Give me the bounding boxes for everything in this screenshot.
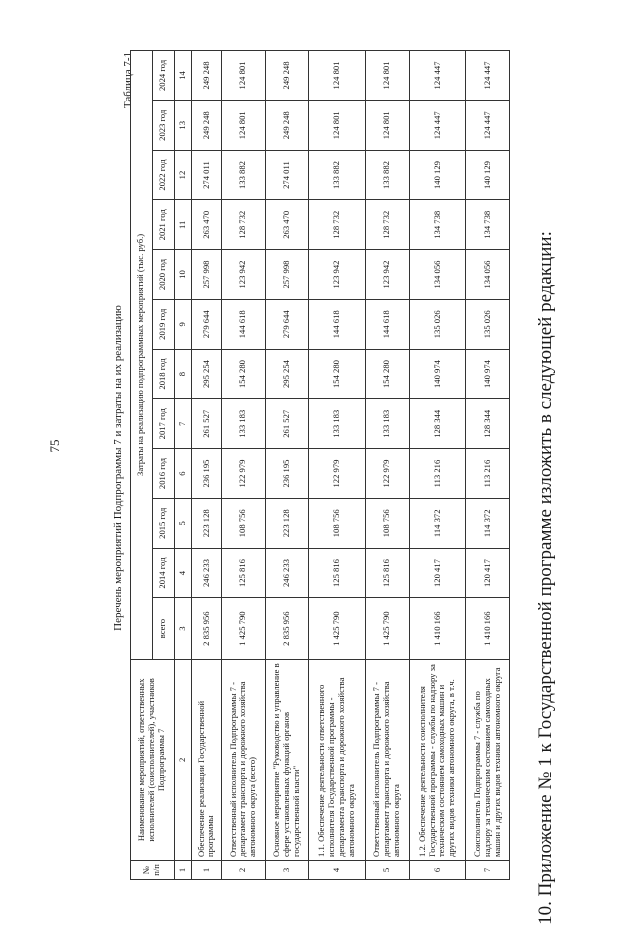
row-value: 249 248 (265, 100, 309, 150)
row-value: 123 942 (222, 250, 266, 300)
table-row (265, 51, 309, 880)
row-value: 114 372 (409, 498, 466, 548)
table-row (466, 51, 510, 880)
header-year: 2021 год (152, 200, 174, 250)
header-index-cell: 8 (174, 349, 191, 399)
row-number: 4 (309, 860, 366, 879)
header-index-cell: 1 (174, 860, 191, 879)
row-value: 135 026 (409, 299, 466, 349)
row-value: 133 882 (366, 150, 410, 200)
expenditure-table (130, 50, 510, 880)
row-value: 236 195 (265, 449, 309, 499)
row-value: 261 527 (191, 399, 221, 449)
row-value: 295 254 (191, 349, 221, 399)
row-value: 125 816 (366, 548, 410, 598)
row-value: 128 344 (409, 399, 466, 449)
row-value: 133 183 (222, 399, 266, 449)
header-total: всего (152, 598, 174, 659)
row-value: 249 248 (265, 51, 309, 101)
row-value: 263 470 (191, 200, 221, 250)
row-value: 246 233 (265, 548, 309, 598)
row-value: 1 425 790 (366, 598, 410, 659)
table-caption: Перечень мероприятий Подпрограммы 7 и затраты на их реализацию (112, 305, 124, 631)
row-value: 133 882 (309, 150, 366, 200)
page-number: 75 (47, 439, 62, 453)
header-row-group (131, 51, 153, 880)
row-value: 236 195 (191, 449, 221, 499)
row-value: 140 129 (409, 150, 466, 200)
header-year: 2015 год (152, 498, 174, 548)
row-value: 123 942 (309, 250, 366, 300)
row-number: 7 (466, 860, 510, 879)
row-value: 257 998 (191, 250, 221, 300)
row-value: 134 056 (466, 250, 510, 300)
row-name: Основное мероприятие "Руководство и управление в сфере установленных функций органов государственной власти" (265, 659, 309, 860)
row-value: 144 618 (366, 299, 410, 349)
row-value: 128 732 (366, 200, 410, 250)
header-index-cell: 10 (174, 250, 191, 300)
row-number: 6 (409, 860, 466, 879)
row-value: 295 254 (265, 349, 309, 399)
row-name: Ответственный исполнитель Подпрограммы 7 - департамент транспорта и дорожного хозяйства автономного округа (366, 659, 410, 860)
row-name: 1.1. Обеспечение деятельности ответственного исполнителя Государственной программы - департамента транспорта и дорожного хозяйства автономного округа (309, 659, 366, 860)
row-value: 2 835 956 (191, 598, 221, 659)
row-value: 134 738 (466, 200, 510, 250)
row-value: 154 280 (222, 349, 266, 399)
header-index-cell: 7 (174, 399, 191, 449)
header-index-cell: 14 (174, 51, 191, 101)
header-index-cell: 13 (174, 100, 191, 150)
row-value: 1 425 790 (309, 598, 366, 659)
header-row-index (174, 51, 191, 880)
row-value: 134 738 (409, 200, 466, 250)
row-name: Соисполнитель Подпрограммы 7 - служба по надзору за техническим состоянием самоходных машин и других видов техники автономного округа (466, 659, 510, 860)
header-year: 2016 год (152, 449, 174, 499)
header-year: 2020 год (152, 250, 174, 300)
row-value: 140 974 (409, 349, 466, 399)
row-value: 144 618 (222, 299, 266, 349)
row-value: 144 618 (309, 299, 366, 349)
row-value: 279 644 (265, 299, 309, 349)
header-year: 2018 год (152, 349, 174, 399)
row-value: 124 801 (222, 100, 266, 150)
row-value: 134 056 (409, 250, 466, 300)
row-value: 124 801 (222, 51, 266, 101)
table-row (409, 51, 466, 880)
row-value: 128 732 (222, 200, 266, 250)
row-value: 223 128 (265, 498, 309, 548)
row-value: 279 644 (191, 299, 221, 349)
row-value: 124 801 (309, 51, 366, 101)
row-number: 1 (191, 860, 221, 879)
header-no: № п/п (131, 860, 175, 879)
row-value: 113 216 (409, 449, 466, 499)
row-value: 140 974 (466, 349, 510, 399)
row-value: 274 011 (191, 150, 221, 200)
row-value: 154 280 (366, 349, 410, 399)
header-index-cell: 5 (174, 498, 191, 548)
header-year: 2023 год (152, 100, 174, 150)
header-index-cell: 4 (174, 548, 191, 598)
table-row (222, 51, 266, 880)
row-value: 114 372 (466, 498, 510, 548)
row-value: 124 447 (409, 100, 466, 150)
row-value: 123 942 (366, 250, 410, 300)
row-value: 246 233 (191, 548, 221, 598)
header-year: 2017 год (152, 399, 174, 449)
row-number: 3 (265, 860, 309, 879)
row-value: 125 816 (309, 548, 366, 598)
row-value: 120 417 (409, 548, 466, 598)
header-index-cell: 9 (174, 299, 191, 349)
row-value: 124 801 (309, 100, 366, 150)
row-value: 133 882 (222, 150, 266, 200)
row-value: 140 129 (466, 150, 510, 200)
row-value: 1 425 790 (222, 598, 266, 659)
row-value: 108 756 (366, 498, 410, 548)
header-index-cell: 6 (174, 449, 191, 499)
header-index-cell: 12 (174, 150, 191, 200)
row-value: 125 816 (222, 548, 266, 598)
header-name: Наименование мероприятий, ответственных исполнителей (соисполнителей), участников Подпрограммы 7 (131, 659, 175, 860)
row-value: 128 732 (309, 200, 366, 250)
table-row (191, 51, 221, 880)
row-name: Ответственный исполнитель Подпрограммы 7 - департамент транспорта и дорожного хозяйства автономного округа (всего) (222, 659, 266, 860)
row-value: 1 410 166 (466, 598, 510, 659)
row-value: 154 280 (309, 349, 366, 399)
row-value: 263 470 (265, 200, 309, 250)
row-value: 2 835 956 (265, 598, 309, 659)
row-value: 113 216 (466, 449, 510, 499)
row-value: 108 756 (222, 498, 266, 548)
row-value: 124 801 (366, 100, 410, 150)
header-year: 2019 год (152, 299, 174, 349)
table-row (366, 51, 410, 880)
row-name: 1.2. Обеспечение деятельности соисполнителя Государственной программы - службы по надзору за техническим состоянием самоходных машин и других видов техники автономного округа, в т.ч. (409, 659, 466, 860)
row-number: 2 (222, 860, 266, 879)
header-year: 2024 год (152, 51, 174, 101)
row-value: 133 183 (366, 399, 410, 449)
header-index-cell: 11 (174, 200, 191, 250)
header-costs: Затраты на реализацию подпрограммных мероприятий (тыс. руб.) (131, 51, 153, 660)
row-value: 1 410 166 (409, 598, 466, 659)
row-value: 274 011 (265, 150, 309, 200)
footer-instruction: 10. Приложение № 1 к Государственной программе изложить в следующей редакции: (535, 231, 556, 925)
row-value: 135 026 (466, 299, 510, 349)
header-index-cell: 2 (174, 659, 191, 860)
row-value: 122 979 (222, 449, 266, 499)
row-value: 124 447 (466, 100, 510, 150)
header-year: 2014 год (152, 548, 174, 598)
row-value: 124 447 (466, 51, 510, 101)
row-value: 257 998 (265, 250, 309, 300)
table-row (309, 51, 366, 880)
row-value: 108 756 (309, 498, 366, 548)
row-value: 124 801 (366, 51, 410, 101)
row-value: 124 447 (409, 51, 466, 101)
row-value: 223 128 (191, 498, 221, 548)
expenditure-table-container (130, 50, 510, 880)
row-name: Обеспечение реализации Государственной программы (191, 659, 221, 860)
row-value: 122 979 (309, 449, 366, 499)
row-value: 133 183 (309, 399, 366, 449)
row-value: 120 417 (466, 548, 510, 598)
row-value: 249 248 (191, 100, 221, 150)
header-year: 2022 год (152, 150, 174, 200)
row-value: 128 344 (466, 399, 510, 449)
row-value: 122 979 (366, 449, 410, 499)
header-index-cell: 3 (174, 598, 191, 659)
row-value: 261 527 (265, 399, 309, 449)
row-number: 5 (366, 860, 410, 879)
table-number: Таблица 7-1 (122, 51, 134, 109)
row-value: 249 248 (191, 51, 221, 101)
